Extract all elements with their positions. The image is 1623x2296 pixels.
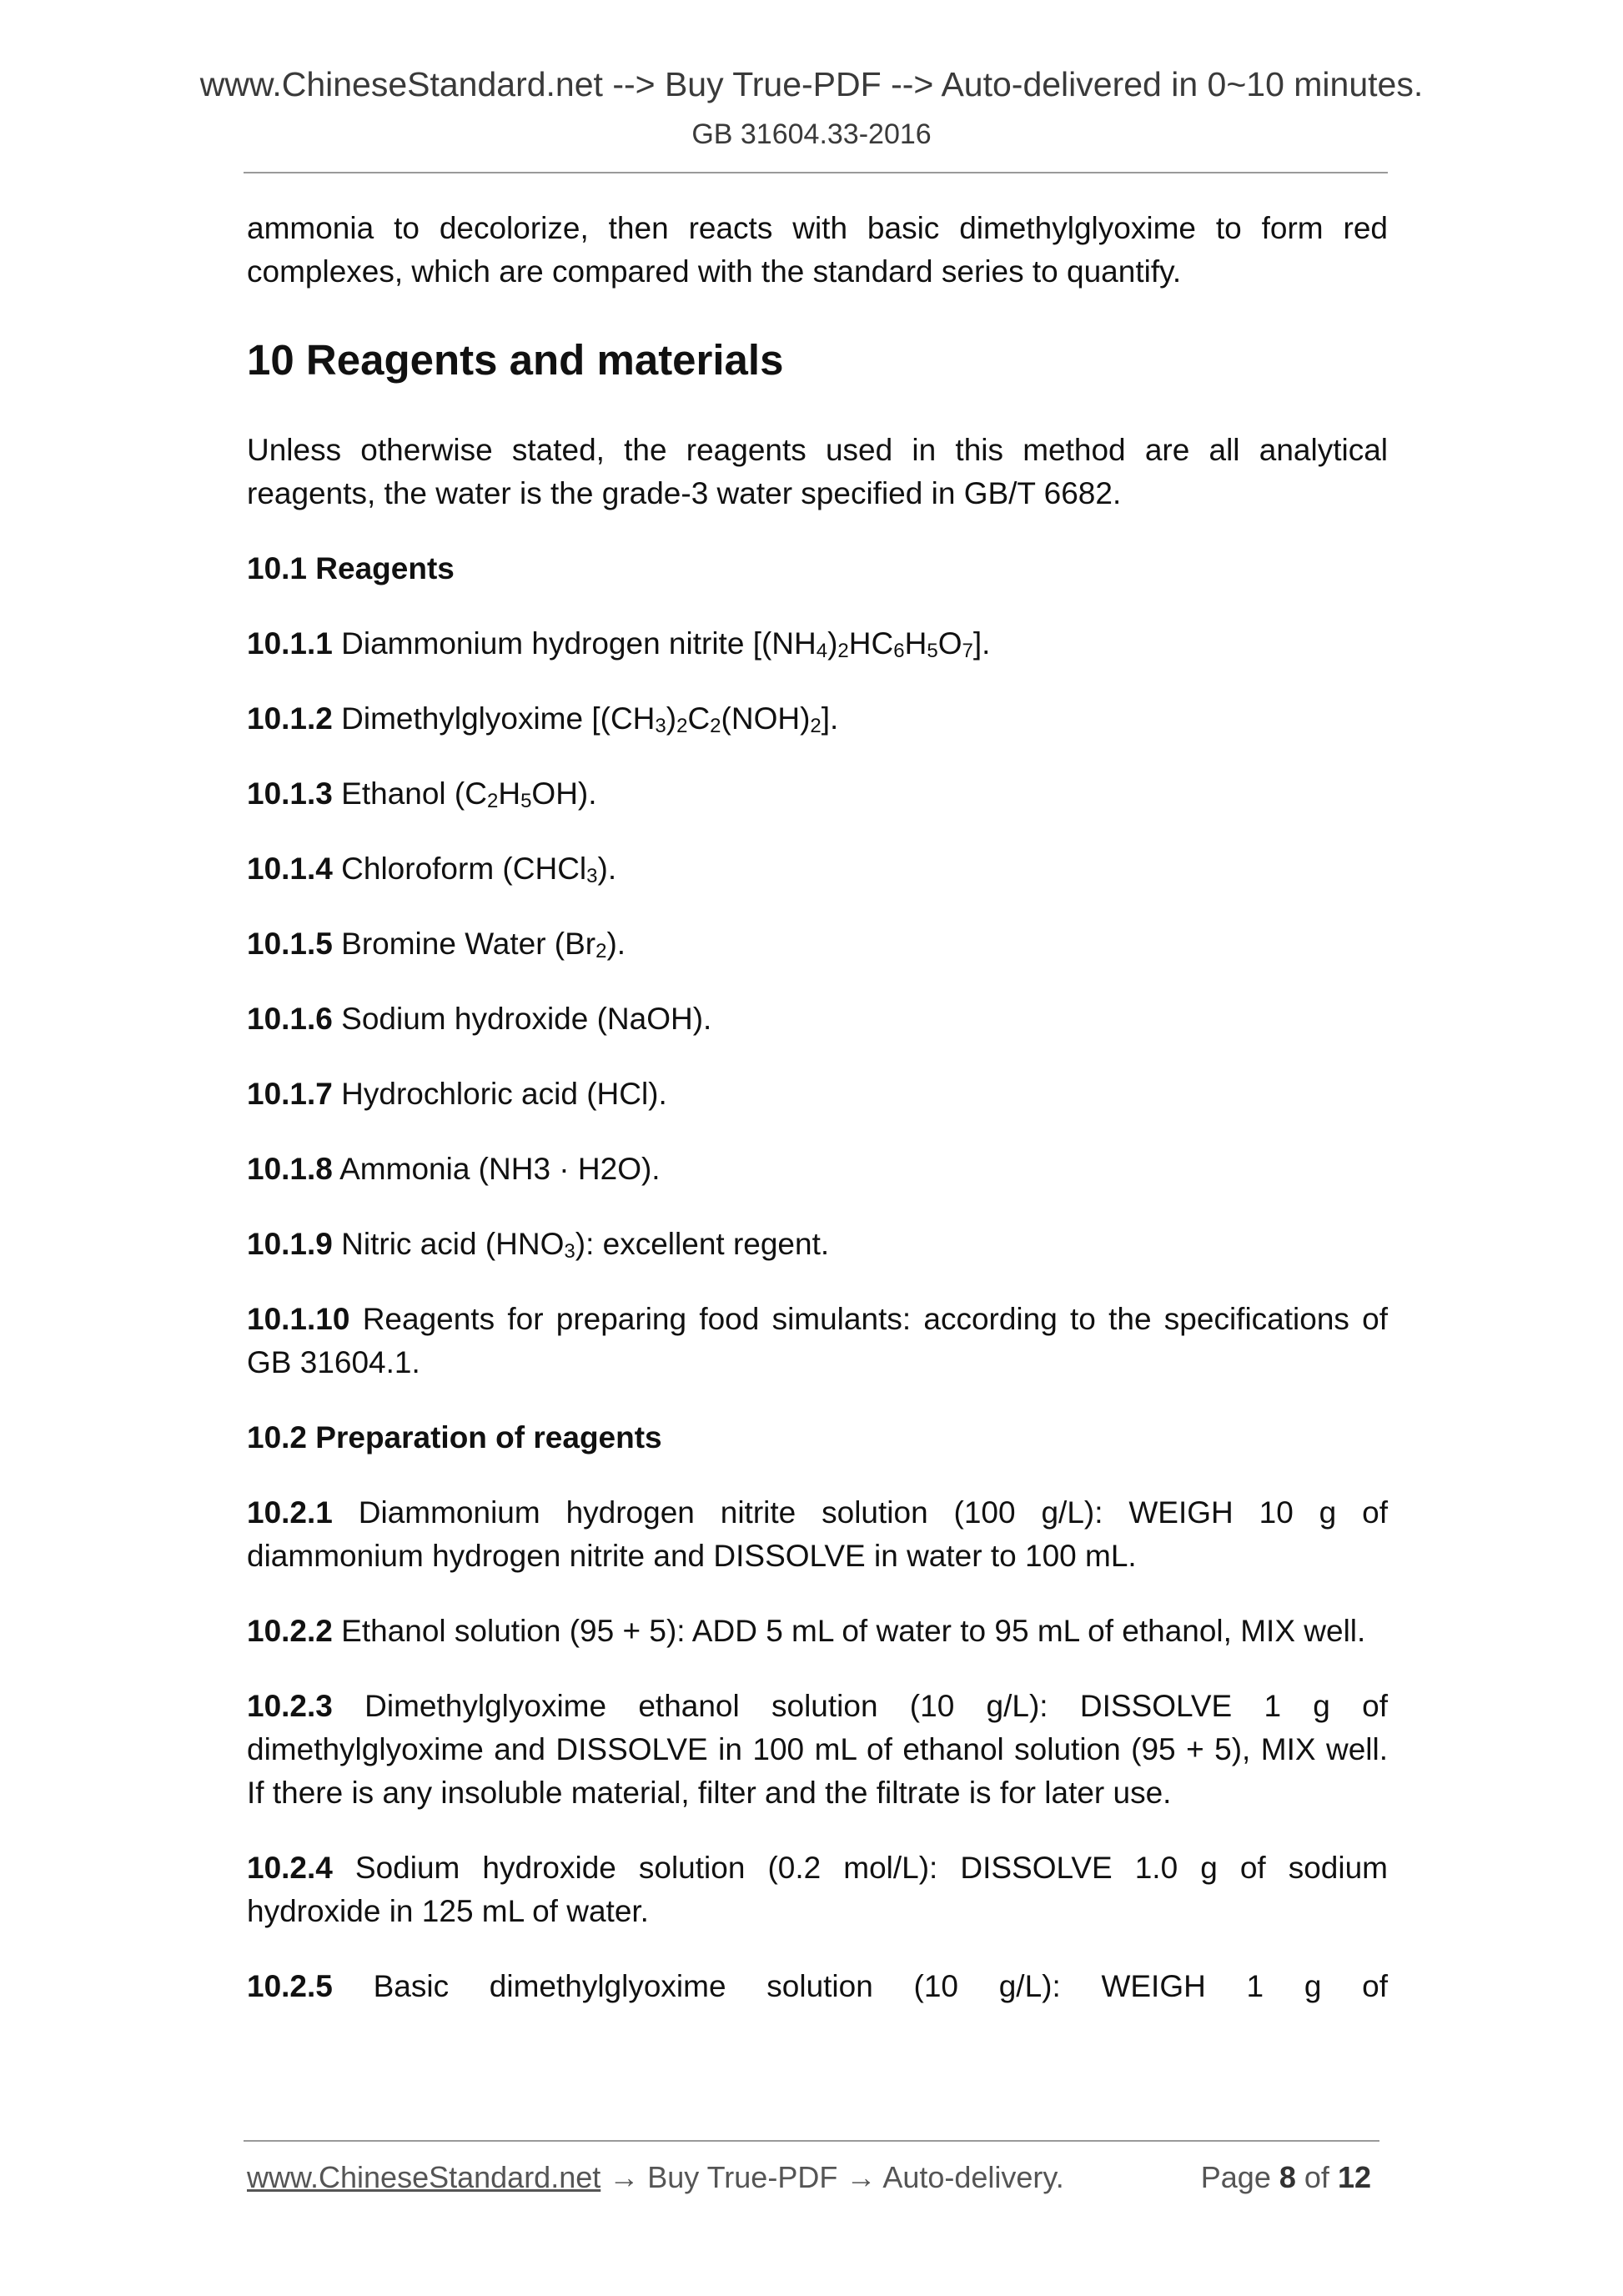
preparation-number: 10.2.4: [247, 1851, 333, 1885]
reagent-item: 10.1.5 Bromine Water $(Br_2)$.: [247, 927, 626, 962]
page-total: 12: [1337, 2160, 1371, 2194]
reagent-number: 10.1.9: [247, 1227, 333, 1261]
preparation-text: Dimethylglyoxime ethanol solution (10 g/L): DISSOLVE 1 g of dimethylglyoxime and DISSOLVE in 100 mL of ethanol solution (95 + 5), MIX well. If there is any insoluble material, filter and the filtrate is for later use.: [247, 1689, 1389, 1810]
preparation-number: 10.2.2: [247, 1614, 333, 1648]
reagent-item: 10.1.2 Dimethylglyoxime $[(CH_3)_2C_2(NOH)_2]$.: [247, 701, 839, 737]
reagent-number: 10.1.8: [247, 1152, 333, 1186]
page-indicator: [1201, 2160, 1371, 2195]
footer-divider: [244, 2140, 1379, 2142]
reagent-number: 10.1.4: [247, 852, 333, 886]
preparation-number: 10.2.1: [247, 1495, 333, 1530]
header-banner: www.ChineseStandard.net --> Buy True-PDF --> Auto-delivered in 0~10 minutes.: [199, 65, 1424, 103]
page-footer: [247, 2160, 1381, 2195]
section-10-title: 10 Reagents and materials: [247, 336, 784, 384]
preparation-item: [247, 1846, 1388, 1933]
reagent-item: 10.1.3 Ethanol $(C_2H_5OH)$.: [247, 776, 597, 812]
preparation-number: 10.2.5: [247, 1969, 333, 2003]
page-content: [247, 207, 1388, 2040]
intro-paragraph: ammonia to decolorize, then reacts with basic dimethylglyoxime to form red complexes, which are compared with the standard series to quantify.: [247, 211, 1388, 289]
page-label: Page: [1200, 2160, 1271, 2194]
preparation-item: [247, 1685, 1388, 1815]
of-label: of: [1304, 2160, 1329, 2194]
reagent-number: 10.1.1: [247, 626, 333, 661]
reagent-item: [247, 1298, 1388, 1384]
standard-number: GB 31604.33-2016: [691, 118, 932, 150]
reagent-text: Ammonia (NH3 · H2O).: [339, 1152, 661, 1186]
footer-site-link[interactable]: www.ChineseStandard.net: [247, 2160, 601, 2194]
reagent-item: [247, 1148, 1388, 1191]
preparation-text: Basic dimethylglyoxime solution (10 g/L): WEIGH 1 g of: [373, 1969, 1389, 2003]
section-10-intro: Unless otherwise stated, the reagents used in this method are all analytical reagents, the water is the grade-3 water specified in GB/T 6682.: [247, 433, 1388, 510]
reagent-number: 10.1.10: [247, 1302, 350, 1336]
preparation-heading: 10.2 Preparation of reagents: [247, 1420, 662, 1454]
preparation-item: [247, 1491, 1388, 1578]
reagent-number: 10.1.7: [247, 1077, 333, 1111]
reagent-text: Reagents for preparing food simulants: according to the specifications of GB 31604.1.: [247, 1302, 1389, 1379]
reagent-text: Sodium hydroxide (NaOH).: [341, 1002, 712, 1036]
preparation-text: Sodium hydroxide solution (0.2 mol/L): DISSOLVE 1.0 g of sodium hydroxide in 125 mL of water.: [247, 1851, 1388, 1928]
preparation-text: Ethanol solution (95 + 5): ADD 5 mL of water to 95 mL of ethanol, MIX well.: [341, 1614, 1366, 1648]
preparation-item: [247, 1965, 1388, 2008]
reagent-item: [247, 1073, 1388, 1116]
header-divider: [244, 172, 1388, 173]
preparation-number: 10.2.3: [247, 1689, 333, 1723]
reagent-item: 10.1.9 Nitric acid $(HNO_3)$: excellent regent.: [247, 1227, 830, 1263]
page-current: 8: [1279, 2160, 1296, 2194]
reagent-number: 10.1.3: [247, 776, 333, 811]
footer-tagline: → Buy True-PDF → Auto-delivery.: [600, 2160, 1064, 2194]
reagent-item: [247, 997, 1388, 1041]
reagents-heading: 10.1 Reagents: [247, 551, 455, 585]
preparation-text: Diammonium hydrogen nitrite solution (100 g/L): WEIGH 10 g of diammonium hydrogen nitrite and DISSOLVE in water to 100 mL.: [247, 1495, 1389, 1573]
reagent-text: Hydrochloric acid (HCl).: [341, 1077, 667, 1111]
reagent-item: 10.1.1 Diammonium hydrogen nitrite $[(NH_4)_2HC_6H_5O_7]$.: [247, 626, 991, 662]
reagent-item: 10.1.4 Chloroform (CHCl$_3$).: [247, 852, 617, 887]
reagent-number: 10.1.5: [247, 927, 333, 961]
reagent-number: 10.1.2: [247, 701, 333, 736]
reagent-number: 10.1.6: [247, 1002, 333, 1036]
preparation-item: [247, 1610, 1388, 1653]
